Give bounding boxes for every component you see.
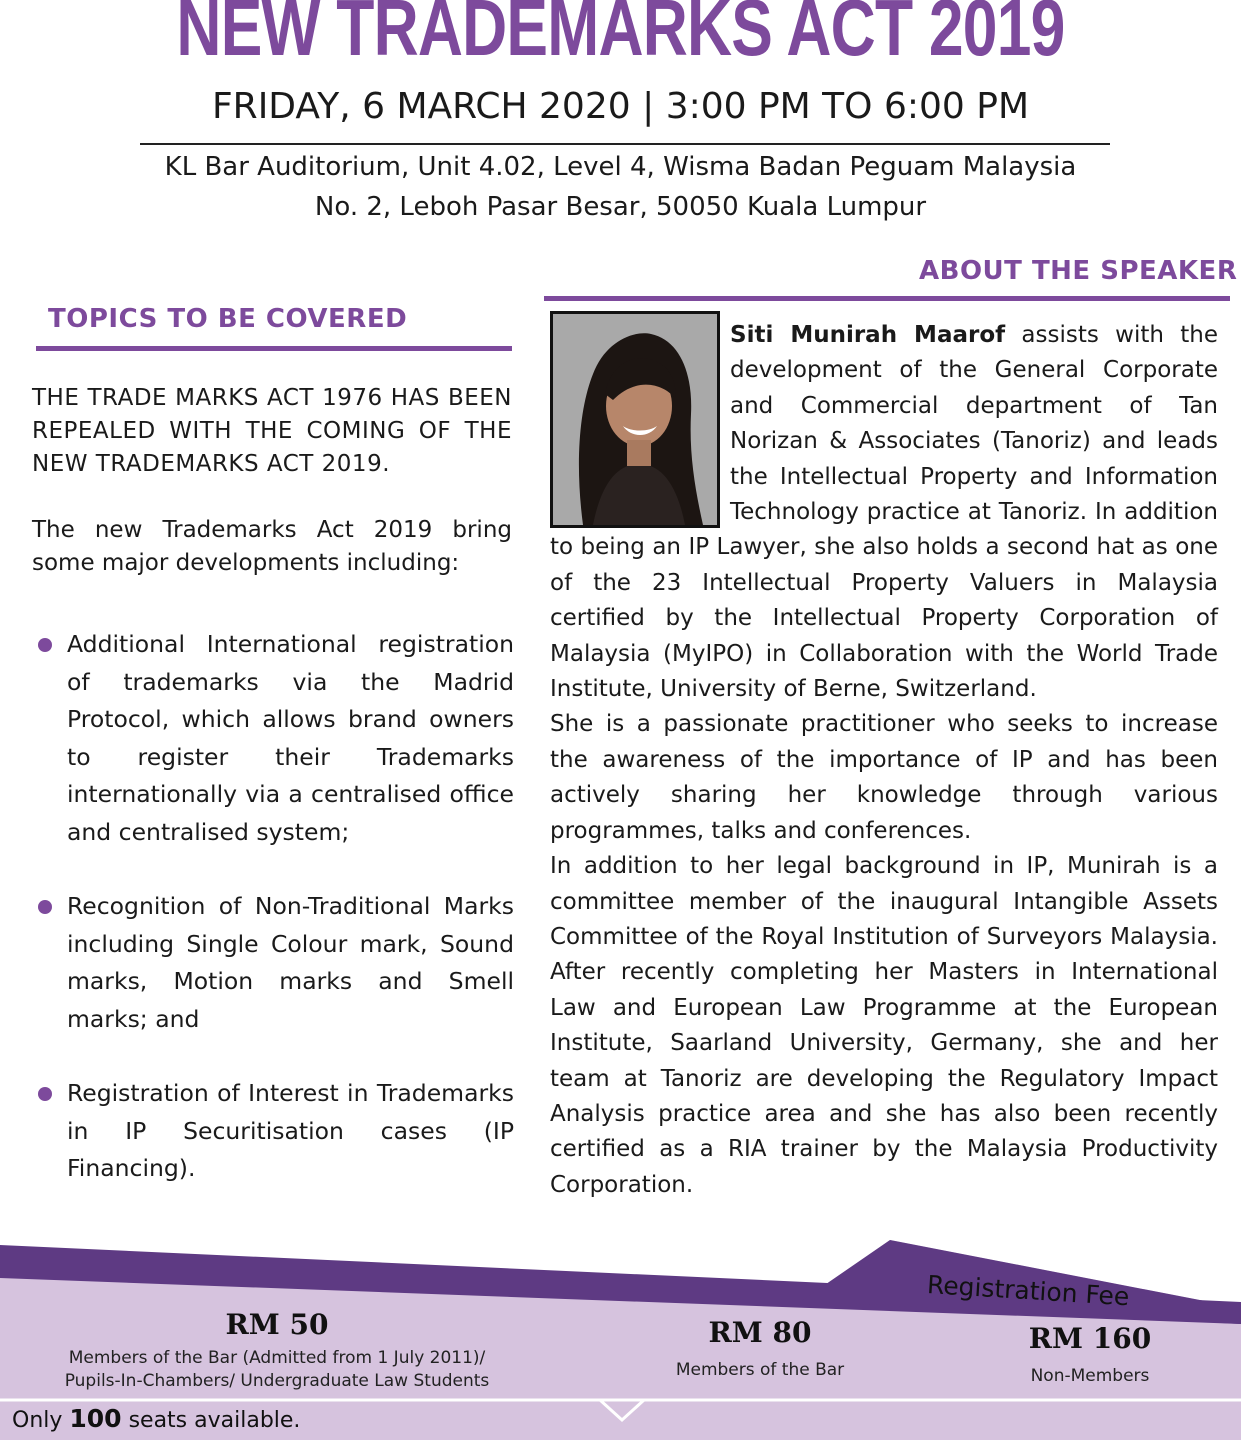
event-time: 3:00 PM TO 6:00 PM [665,86,1030,127]
speaker-heading: ABOUT THE SPEAKER [919,256,1238,286]
topics-heading-bar [36,346,512,351]
list-item [32,1075,514,1188]
seats-count: 100 [69,1404,122,1433]
speaker-name: Siti Munirah Maarof [730,322,1006,348]
venue-line-1: KL Bar Auditorium, Unit 4.02, Level 4, Wisma Badan Peguam Malaysia [164,152,1077,182]
list-item [32,888,514,1038]
registration-fee-label: Registration Fee [926,1270,1131,1312]
fee-description-line: Pupils-In-Chambers/ Undergraduate Law Students [64,1371,490,1391]
fee-option-non-members [980,1322,1200,1388]
date-time-line [0,86,1241,127]
topics-intro-caps: THE TRADE MARKS ACT 1976 HAS BEEN REPEALED WITH THE COMING OF THE NEW TRADEMARKS ACT 2019. [32,385,512,477]
date-separator: | [642,86,655,127]
speaker-bio-text-1: assists with the development of the General Corporate and Commercial department of Tan Norizan & Associates (Tanoriz) and leads the Intellectual Property and Information Technology practice at Tanoriz. In addition to being an IP Lawyer, she also holds a second hat as one of the 23 Intellectual Property Valuers in Malaysia certified by the Intellectual Property Corporation of Malaysia (MyIPO) in Collaboration with the World Trade Institute, University of Berne, Switzerland. [550,322,1218,703]
fee-description: Non-Members [1030,1366,1150,1386]
speaker-bio-paragraph-3: In addition to her legal background in IP, Munirah is a committee member of the inaugural Intangible Assets Committee of the Royal Institution of Surveyors Malaysia. After recently completing her Masters in International Law and European Law Programme at the European Institute, Saarland University, Germany, she and her team at Tanoriz are developing the Regulatory Impact Analysis practice area and she has also been recently certified as a RIA trainer by the Malaysia Productivity Corporation. [550,853,1218,1198]
topics-heading: TOPICS TO BE COVERED [48,304,408,334]
bullet-dot-icon [38,1087,52,1101]
fee-amount: RM 50 [225,1308,329,1341]
list-item [32,626,514,851]
topic-text: Additional International registration of trademarks via the Madrid Protocol, which allows brand owners to register their Trademarks internationally via a centralised office and centralised system; [67,630,514,846]
speaker-bio-paragraph-2: She is a passionate practitioner who seeks to increase the awareness of the importance of IP and has been actively sharing her knowledge through various programmes, talks and conferences. [550,711,1218,844]
topic-text: Recognition of Non-Traditional Marks including Single Colour mark, Sound marks, Motion marks and Smell marks; and [67,892,514,1033]
seats-suffix: seats available. [121,1408,301,1433]
fee-option-members [640,1316,880,1382]
seats-prefix: Only [12,1408,70,1433]
fee-amount: RM 160 [1028,1322,1152,1355]
bullet-dot-icon [38,900,52,914]
seats-notice [12,1404,300,1433]
header-divider [140,143,1110,145]
event-title: NEW TRADEMARKS ACT 2019 [176,0,1065,72]
speaker-heading-bar [544,296,1230,301]
speaker-bio [550,318,1218,1203]
fee-description [30,1347,524,1393]
topics-intro: The new Trademarks Act 2019 bring some major developments including: [32,517,512,576]
bullet-dot-icon [38,638,52,652]
fee-description: Members of the Bar [675,1360,845,1380]
photo-spacer [550,318,730,530]
fee-option-members-new [30,1308,524,1393]
event-date: FRIDAY, 6 MARCH 2020 [211,86,631,127]
topic-text: Registration of Interest in Trademarks in IP Securitisation cases (IP Financing). [67,1079,514,1182]
topics-list [32,626,514,1188]
fee-amount: RM 80 [708,1316,812,1349]
fee-description-line: Members of the Bar (Admitted from 1 July 2011)/ [68,1348,486,1368]
venue-line-2: No. 2, Leboh Pasar Besar, 50050 Kuala Lumpur [314,192,927,222]
